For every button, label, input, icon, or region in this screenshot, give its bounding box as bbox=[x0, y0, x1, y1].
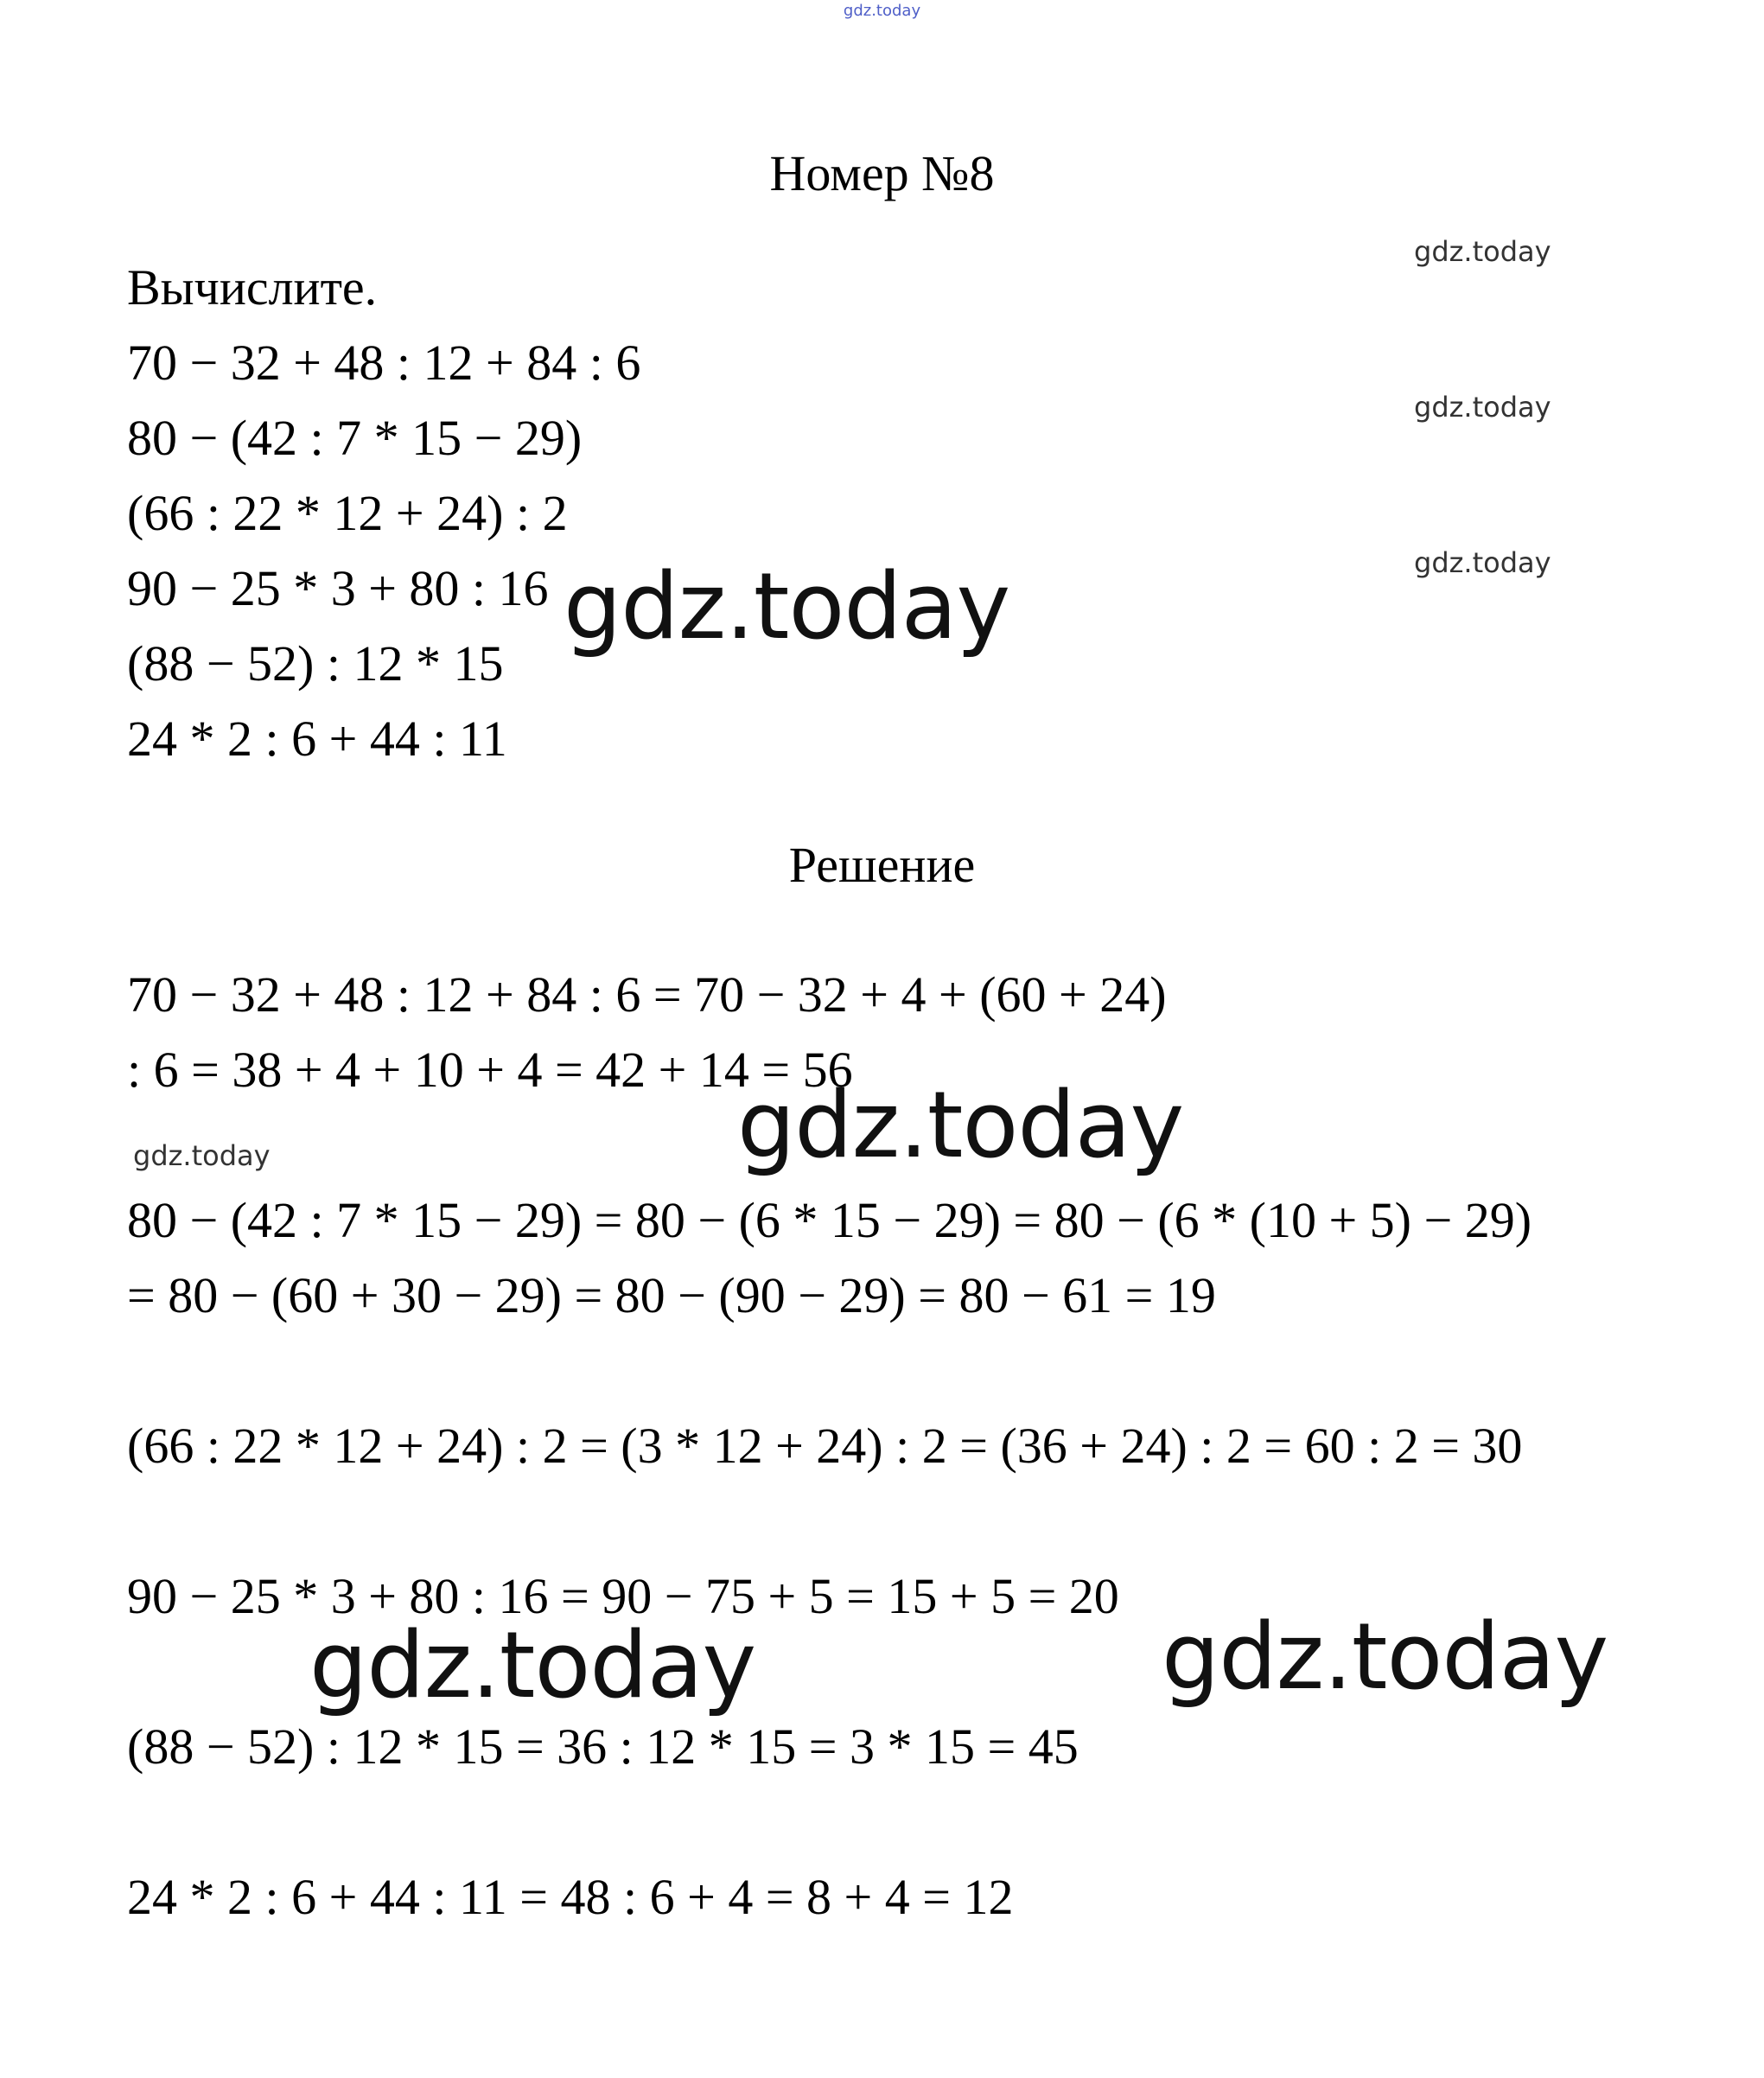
solution-heading: Решение bbox=[788, 837, 976, 893]
task-expression-3: (66 : 22 * 12 + 24) : 2 bbox=[127, 485, 568, 541]
task-instruction: Вычислите. bbox=[127, 259, 378, 316]
task-expression-1: 70 − 32 + 48 : 12 + 84 : 6 bbox=[127, 335, 641, 391]
solution-line-3: 80 − (42 : 7 * 15 − 29) = 80 − (6 * 15 − 29) = 80 − (6 * (10 + 5) − 29) bbox=[127, 1192, 1532, 1248]
top-watermark: gdz.today bbox=[843, 2, 921, 20]
watermark-large-4: gdz.today bbox=[1162, 1603, 1608, 1710]
solution-line-1: 70 − 32 + 48 : 12 + 84 : 6 = 70 − 32 + 4 + (60 + 24) bbox=[127, 966, 1167, 1023]
task-expression-4: 90 − 25 * 3 + 80 : 16 bbox=[127, 560, 549, 616]
watermark-small-2: gdz.today bbox=[1414, 391, 1551, 424]
task-expression-2: 80 − (42 : 7 * 15 − 29) bbox=[127, 410, 583, 466]
task-expression-6: 24 * 2 : 6 + 44 : 11 bbox=[127, 711, 507, 767]
task-expression-5: (88 − 52) : 12 * 15 bbox=[127, 635, 504, 692]
page-title: Номер №8 bbox=[769, 145, 995, 201]
solution-line-4: = 80 − (60 + 30 − 29) = 80 − (90 − 29) = 80 − 61 = 19 bbox=[127, 1267, 1216, 1323]
watermark-large-3: gdz.today bbox=[309, 1612, 756, 1718]
solution-line-2: : 6 = 38 + 4 + 10 + 4 = 42 + 14 = 56 bbox=[127, 1042, 853, 1098]
solution-line-8: 24 * 2 : 6 + 44 : 11 = 48 : 6 + 4 = 8 + 4 = 12 bbox=[127, 1869, 1014, 1925]
solution-line-7: (88 − 52) : 12 * 15 = 36 : 12 * 15 = 3 * 15 = 45 bbox=[127, 1718, 1079, 1775]
watermark-large-2: gdz.today bbox=[737, 1072, 1184, 1178]
solution-line-5: (66 : 22 * 12 + 24) : 2 = (3 * 12 + 24) : 2 = (36 + 24) : 2 = 60 : 2 = 30 bbox=[127, 1418, 1523, 1474]
watermark-small-3: gdz.today bbox=[1414, 546, 1551, 579]
watermark-small-4: gdz.today bbox=[133, 1139, 271, 1172]
watermark-large-1: gdz.today bbox=[564, 553, 1010, 660]
watermark-small-1: gdz.today bbox=[1414, 235, 1551, 268]
solution-line-6: 90 − 25 * 3 + 80 : 16 = 90 − 75 + 5 = 15 + 5 = 20 bbox=[127, 1568, 1119, 1624]
